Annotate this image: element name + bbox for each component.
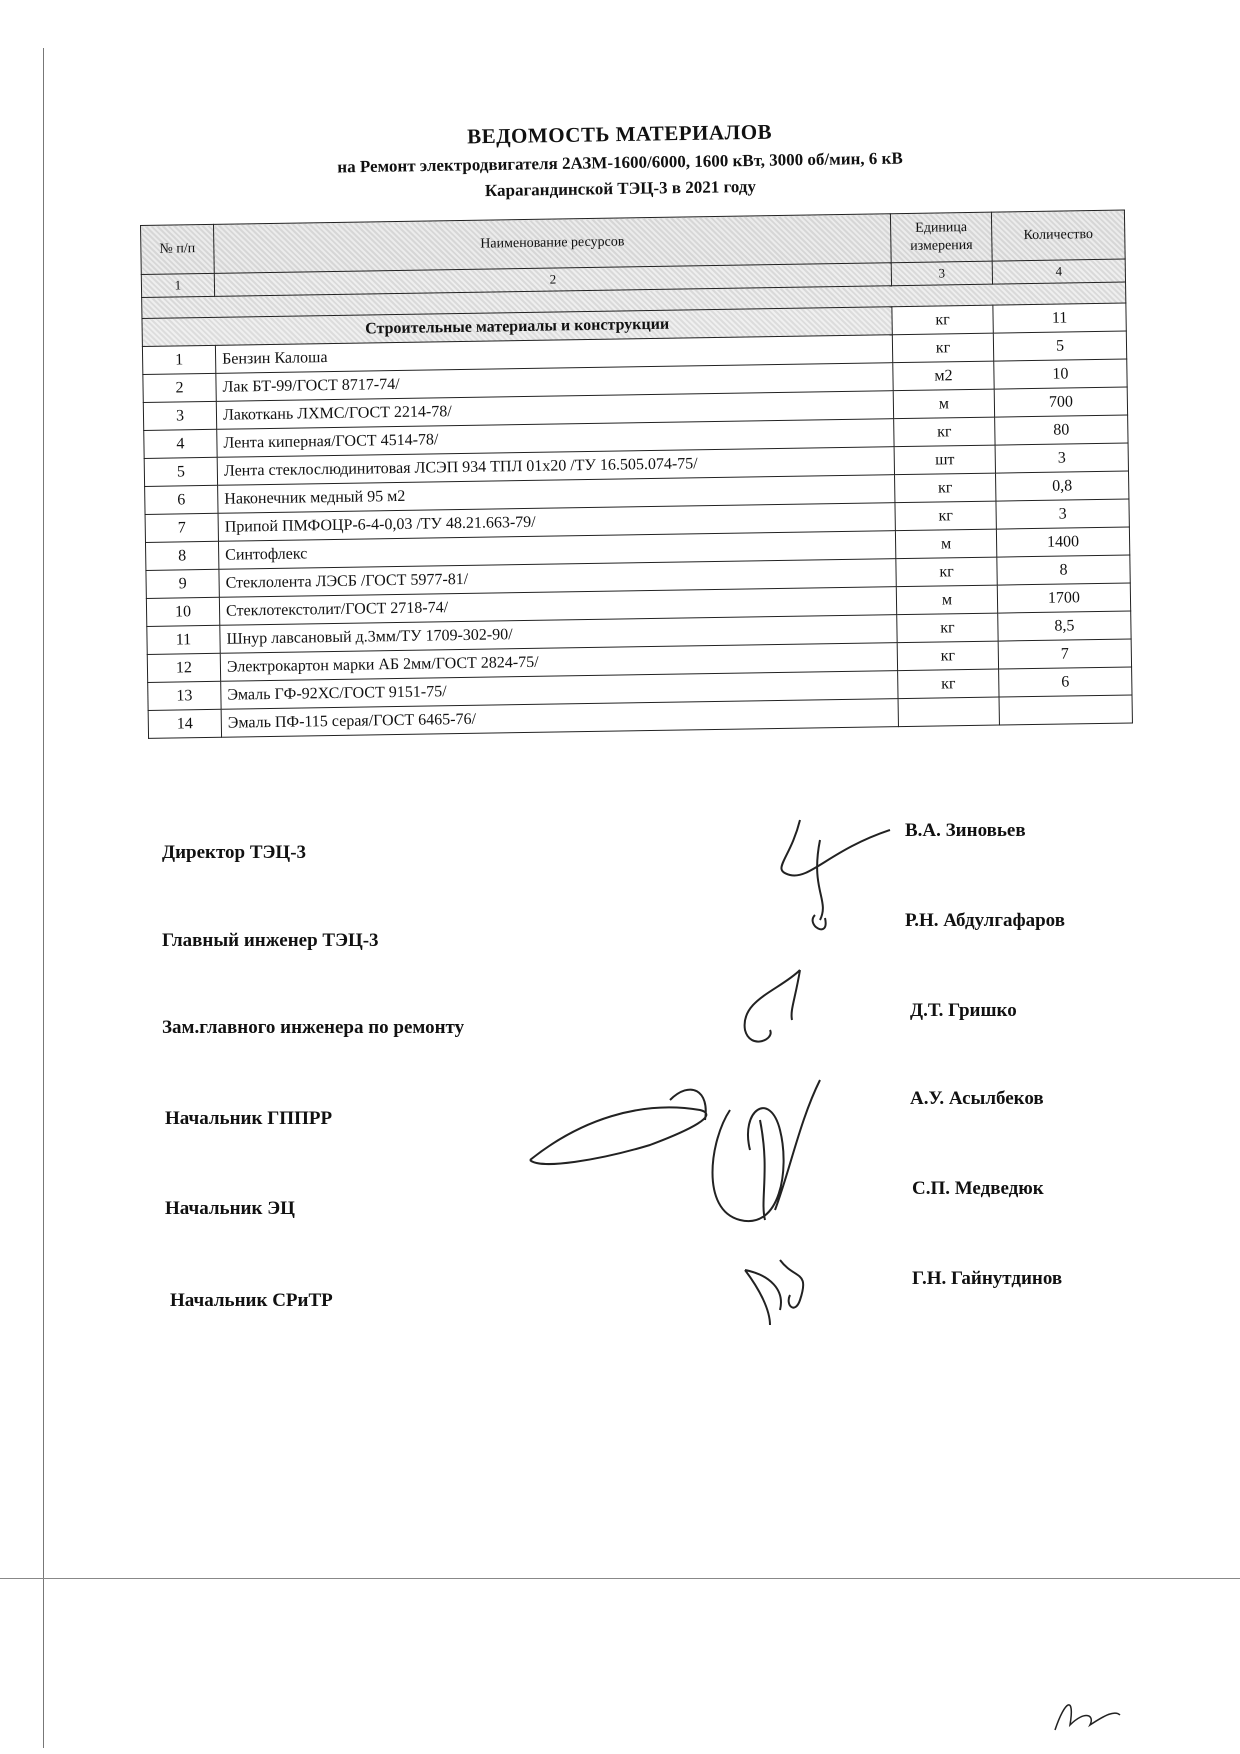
col-number: 2 xyxy=(214,263,891,297)
cell-qty: 80 xyxy=(995,415,1128,445)
name-head-gpprr: А.У. Асылбеков xyxy=(910,1088,1044,1109)
cell-num: 1 xyxy=(142,345,215,374)
signature-head-sritr xyxy=(740,1250,840,1330)
materials-table-wrapper xyxy=(140,210,1133,739)
cell-qty: 3 xyxy=(995,443,1128,473)
materials-table xyxy=(140,210,1133,739)
cell-name: Эмаль ПФ-115 серая/ГОСТ 6465-76/ xyxy=(221,699,898,738)
col-number: 1 xyxy=(141,273,214,297)
cell-name: Лакоткань ЛХМС/ГОСТ 2214-78/ xyxy=(216,391,893,430)
cell-unit: м xyxy=(893,389,994,419)
cell-num: 2 xyxy=(143,373,216,402)
document-title: ВЕДОМОСТЬ МАТЕРИАЛОВ xyxy=(466,119,773,149)
cell-name: Лак БТ-99/ГОСТ 8717-74/ xyxy=(216,363,893,402)
cell-qty: 1700 xyxy=(997,583,1130,613)
cell-qty: 700 xyxy=(994,387,1127,417)
name-head-sritr: Г.Н. Гайнутдинов xyxy=(912,1268,1063,1289)
signature-deputy xyxy=(720,960,830,1060)
col-number: 3 xyxy=(891,261,992,286)
section-qty: 11 xyxy=(993,303,1126,333)
document-subtitle: на Ремонт электродвигателя 2АЗМ-1600/6000, 1600 кВт, 3000 об/мин, 6 кВ xyxy=(337,148,903,177)
name-chief-engineer: Р.Н. Абдулгафаров xyxy=(905,910,1065,931)
cell-unit xyxy=(898,697,999,727)
cell-qty: 5 xyxy=(993,331,1126,361)
position-director: Директор ТЭЦ-3 xyxy=(162,842,307,863)
cell-name: Стеклолента ЛЭСБ /ГОСТ 5977-81/ xyxy=(219,559,896,598)
cell-unit: м xyxy=(895,529,996,559)
cell-unit: кг xyxy=(895,473,996,503)
cell-unit: м xyxy=(896,585,997,615)
cell-name: Лента киперная/ГОСТ 4514-78/ xyxy=(217,419,894,458)
cell-qty: 10 xyxy=(994,359,1127,389)
cell-qty: 0,8 xyxy=(996,471,1129,501)
cell-name: Лента стеклослюдинитовая ЛСЭП 934 ТПЛ 01х20 /ТУ 16.505.074-75/ xyxy=(217,447,894,486)
col-number: 4 xyxy=(992,259,1125,284)
cell-num: 7 xyxy=(145,513,218,542)
section-unit: кг xyxy=(892,305,993,335)
cell-num: 13 xyxy=(148,681,221,710)
header-qty: Количество xyxy=(991,210,1125,261)
name-deputy-chief-engineer: Д.Т. Гришко xyxy=(910,1000,1017,1021)
cell-qty: 8 xyxy=(997,555,1130,585)
header-unit: Единица измерения xyxy=(890,212,992,263)
cell-qty: 3 xyxy=(996,499,1129,529)
cell-num: 9 xyxy=(146,569,219,598)
cell-name: Наконечник медный 95 м2 xyxy=(218,475,895,514)
cell-num: 11 xyxy=(147,625,220,654)
header-name: Наименование ресурсов xyxy=(213,214,891,274)
cell-name: Припой ПМФОЦР-6-4-0,03 /ТУ 48.21.663-79/ xyxy=(218,503,895,542)
cell-num: 6 xyxy=(145,485,218,514)
scan-fold-line xyxy=(0,1578,1240,1579)
name-director: В.А. Зиновьев xyxy=(905,820,1026,841)
cell-unit: кг xyxy=(892,333,993,363)
cell-name: Бензин Калоша xyxy=(215,335,892,374)
signature-head-gpprr xyxy=(520,1060,850,1260)
cell-num: 3 xyxy=(143,401,216,430)
cell-name: Синтофлекс xyxy=(218,531,895,570)
cell-name: Стеклотекстолит/ГОСТ 2718-74/ xyxy=(219,587,896,626)
cell-unit: кг xyxy=(897,613,998,643)
cell-num: 5 xyxy=(144,457,217,486)
cell-name: Эмаль ГФ-92ХС/ГОСТ 9151-75/ xyxy=(221,671,898,710)
cell-qty: 6 xyxy=(999,667,1132,697)
section-title: Строительные материалы и конструкции xyxy=(142,307,892,347)
position-head-ec: Начальник ЭЦ xyxy=(165,1198,295,1219)
cell-name: Шнур лавсановый д.3мм/ТУ 1709-302-90/ xyxy=(220,615,897,654)
position-head-sritr: Начальник СРиТР xyxy=(170,1290,333,1311)
document-header xyxy=(199,115,1040,205)
cell-num: 12 xyxy=(147,653,220,682)
cell-unit: кг xyxy=(894,417,995,447)
position-chief-engineer: Главный инженер ТЭЦ-3 xyxy=(162,930,379,951)
cell-qty: 1400 xyxy=(996,527,1129,557)
header-num: № п/п xyxy=(141,224,215,274)
cell-qty: 8,5 xyxy=(998,611,1131,641)
cell-unit: шт xyxy=(894,445,995,475)
cell-num: 10 xyxy=(146,597,219,626)
cell-num: 4 xyxy=(144,429,217,458)
cell-unit: кг xyxy=(897,641,998,671)
cell-qty xyxy=(999,695,1132,725)
initials-mark xyxy=(1045,1690,1125,1740)
cell-qty: 7 xyxy=(998,639,1131,669)
cell-unit: м2 xyxy=(893,361,994,391)
cell-unit: кг xyxy=(895,501,996,531)
position-deputy-chief-engineer: Зам.главного инженера по ремонту xyxy=(162,1017,465,1038)
name-head-ec: С.П. Медведюк xyxy=(912,1178,1044,1199)
position-head-gpprr: Начальник ГППРР xyxy=(165,1108,333,1129)
cell-unit: кг xyxy=(896,557,997,587)
cell-num: 8 xyxy=(145,541,218,570)
scan-edge-line xyxy=(43,48,44,1748)
document-location: Карагандинской ТЭЦ-3 в 2021 году xyxy=(484,176,757,201)
cell-unit: кг xyxy=(898,669,999,699)
cell-num: 14 xyxy=(148,709,221,738)
signature-director xyxy=(760,800,910,950)
cell-name: Электрокартон марки АБ 2мм/ГОСТ 2824-75/ xyxy=(220,643,897,682)
